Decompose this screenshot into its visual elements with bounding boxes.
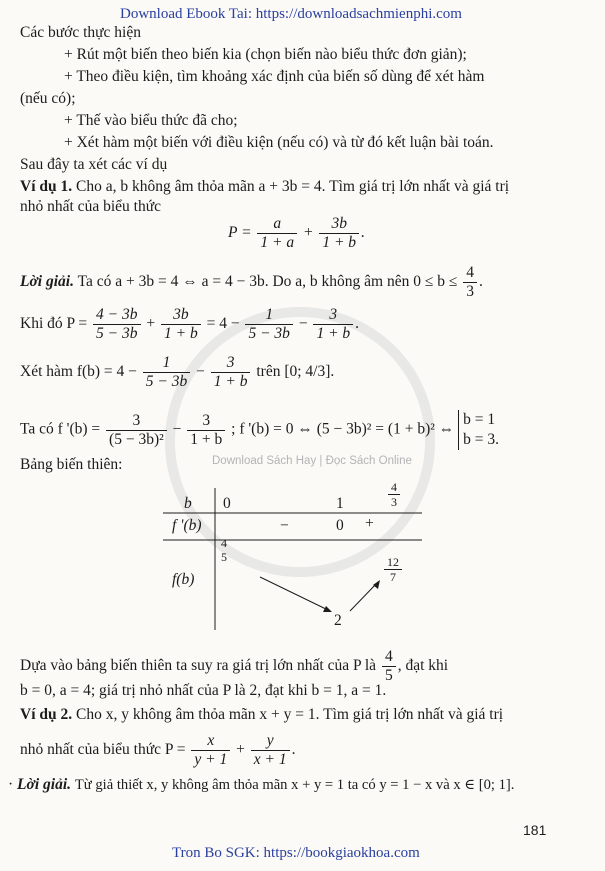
intro-text: Sau đây ta xét các ví dụ (20, 156, 168, 173)
solution-text: Ta có a + 3b = 4 ⇔ a = 4 − 3b. Do a, b không âm nên 0 ≤ b ≤ (77, 273, 458, 291)
example-2-solution: · Lời giải. Từ giả thiết x, y không âm thỏa mãn x + y = 1 ta có y = 1 − x và x ∈ [0; 1]. (8, 776, 515, 793)
example-1-statement (20, 178, 509, 196)
formula-lhs: P = (228, 224, 252, 242)
table-plus: + (365, 515, 374, 532)
fraction: $\frac{4}{3}$ (463, 264, 477, 301)
table-f-label: f(b) (172, 571, 195, 588)
example-2-statement (20, 706, 503, 724)
bbt-title: Bảng biến thiên: (20, 456, 123, 473)
fraction: $\frac{4 - 3b}{5 - 3b}$ (93, 306, 140, 343)
fraction: $\frac{3b}{1 + b}$ (319, 215, 359, 252)
solution-label: Lời giải. (17, 776, 72, 793)
table-vmin: 2 (334, 612, 342, 629)
fraction: $\frac{3b}{1 + b}$ (161, 306, 201, 343)
step-2: + Theo điều kiện, tìm khoảng xác định của biến số dùng để xét hàm (64, 68, 485, 85)
fraction: $\frac{a}{1 + a}$ (257, 215, 297, 252)
solution-label: Lời giải. (20, 273, 74, 291)
example-1-solution: Lời giải. Ta có a + 3b = 4 ⇔ a = 4 − 3b. Do a, b không âm nên 0 ≤ b ≤ $\frac{4}{3}$ . (20, 264, 483, 300)
khi-do-line: Khi đó P = $\frac{4 - 3b}{5 - 3b}$ + $\frac{3b}{1 + b}$ = 4 − $\frac{1}{5 - 3b}$ − $\frac{3}{1 + b}$ . (20, 306, 360, 342)
step-1: + Rút một biến theo biến kia (chọn biến nào biểu thức đơn giản); (64, 46, 467, 63)
fraction: $\frac{1}{5 - 3b}$ (245, 306, 292, 343)
example-1-statement-cont: nhỏ nhất của biểu thức (20, 198, 161, 215)
fraction: $\frac{1}{5 - 3b}$ (143, 354, 190, 391)
table-x2: $\frac{4}{3}$ (386, 480, 402, 509)
solution-text: Từ giả thiết x, y không âm thỏa mãn x + y = 1 ta có y = 1 − x và x ∈ [0; 1]. (74, 777, 515, 793)
interval: [0; 4/3] (284, 363, 331, 381)
table-x0: 0 (223, 495, 231, 512)
footer-link[interactable]: Tron Bo SGK: https://bookgiaokhoa.com (172, 845, 420, 861)
table-minus: − (280, 517, 289, 534)
page-number: 181 (523, 822, 547, 838)
fraction: $\frac{3}{\text{(5 − 3b)²}}$ (106, 412, 167, 449)
fraction: $\frac{y}{x + 1}$ (251, 732, 290, 769)
root-system: b = 1 b = 3. (458, 410, 499, 450)
example-1-label: Ví dụ 1. (20, 178, 73, 195)
xet-ham-line: Xét hàm f(b) = 4 − $\frac{1}{5 - 3b}$ − $\frac{3}{1 + b}$ trên [0; 4/3]. (20, 354, 335, 390)
example-1-text: Cho a, b không âm thỏa mãn a + 3b = 4. Tìm giá trị lớn nhất và giá trị (76, 178, 510, 195)
example-2-formula: nhỏ nhất của biểu thức P = $\frac{x}{y + 1}$ + $\frac{y}{x + 1}$ . (20, 732, 296, 768)
step-3: + Thế vào biểu thức đã cho; (64, 112, 238, 129)
table-fp-label: f '(b) (172, 517, 202, 534)
derivative-line: Ta có f '(b) = $\frac{3}{\text{(5 − 3b)²}}$ − $\frac{3}{1 + b}$ ; f '(b) = 0 ⇔ (5 − 3b)² = (1 + b)² ⇔ b = 1 b = 3. (20, 411, 500, 448)
table-v2: $\frac{12}{7}$ (382, 555, 404, 584)
table-x1: 1 (336, 495, 344, 512)
step-2-cont: (nếu có); (20, 90, 76, 107)
table-zero: 0 (336, 517, 344, 534)
fraction: $\frac{3}{1 + b}$ (313, 306, 353, 343)
example-2-label: Ví dụ 2. (20, 706, 73, 723)
conclusion-line: Dựa vào bảng biến thiên ta suy ra giá trị lớn nhất của P là $\frac{4}{5}$ , đạt khi (20, 648, 449, 684)
table-v0: 4 5 (221, 536, 227, 564)
step-4: + Xét hàm một biến với điều kiện (nếu có) và từ đó kết luận bài toán. (64, 134, 494, 151)
fraction: $\frac{x}{y + 1}$ (191, 732, 230, 769)
fraction: $\frac{3}{1 + b}$ (211, 354, 251, 391)
header-link[interactable]: Download Ebook Tai: https://downloadsachmienphi.com (120, 6, 462, 22)
fraction: $\frac{3}{1 + b}$ (187, 412, 225, 449)
watermark-text: Download Sách Hay | Đọc Sách Online (212, 455, 412, 467)
steps-title: Các bước thực hiện (20, 24, 141, 41)
conclusion-cont: b = 0, a = 4; giá trị nhỏ nhất của P là 2, đạt khi b = 1, a = 1. (20, 682, 387, 699)
example-1-formula: P = $\frac{a}{1 + a}$ + $\frac{3b}{1 + b}$ . (228, 215, 365, 251)
table-b-label: b (184, 495, 192, 512)
example-2-text: Cho x, y không âm thỏa mãn x + y = 1. Tìm giá trị lớn nhất và giá trị (76, 706, 504, 723)
fraction: $\frac{4}{5}$ (382, 648, 396, 685)
